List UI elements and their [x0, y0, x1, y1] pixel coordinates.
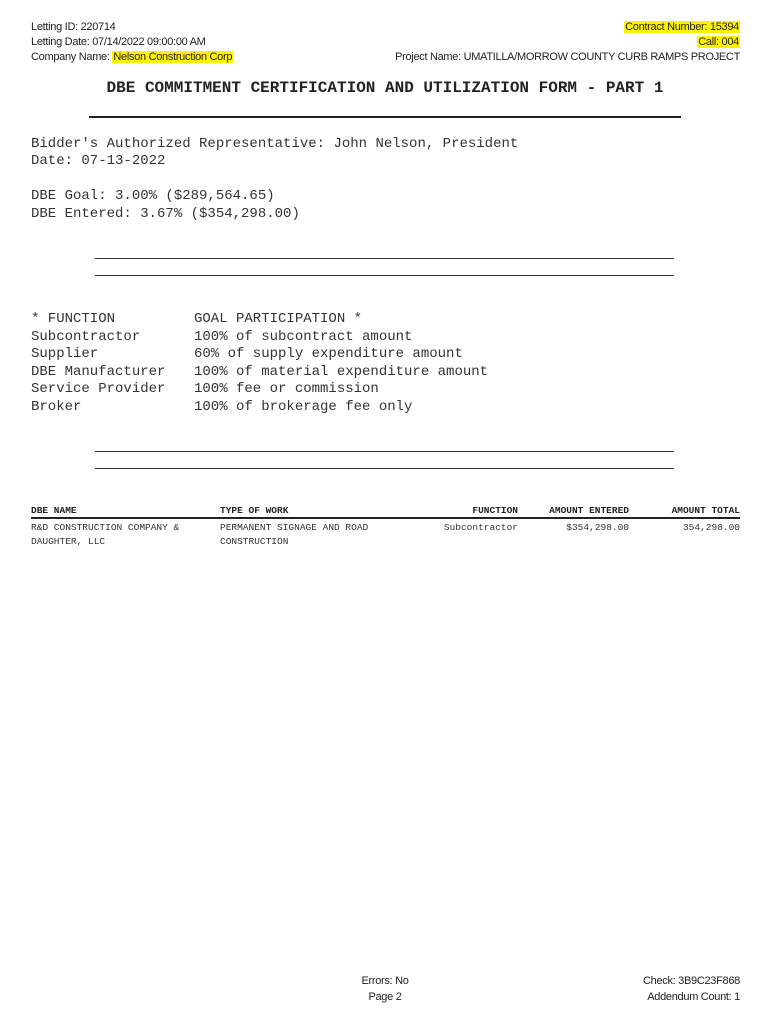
type-of-work-cell — [220, 521, 368, 549]
call-line — [697, 36, 740, 48]
goal-cell: 100% of brokerage fee only — [194, 398, 413, 415]
function-goal-row — [31, 399, 488, 417]
function-goal-row — [31, 381, 488, 399]
col-header-amount-total: AMOUNT TOTAL — [671, 505, 740, 516]
goal-header: GOAL PARTICIPATION * — [194, 311, 363, 327]
col-header-amount-entered: AMOUNT ENTERED — [549, 505, 629, 516]
function-goal-row — [31, 329, 488, 347]
contract-number-line — [624, 21, 740, 33]
type-of-work-line: CONSTRUCTION — [220, 536, 289, 547]
goal-cell: 100% of subcontract amount — [194, 328, 413, 345]
amount-entered-cell: $354,298.00 — [566, 522, 629, 533]
goal-cell: 100% fee or commission — [194, 381, 379, 397]
goal-cell: 100% of material expenditure amount — [194, 363, 489, 380]
separator-line — [95, 451, 674, 452]
function-cell: Broker — [31, 398, 82, 415]
function-header: * FUNCTION — [31, 311, 116, 327]
contract-number: Contract Number: 15394 — [625, 21, 739, 33]
separator-line — [95, 258, 674, 259]
certification-date: Date: 07-13-2022 — [31, 153, 166, 169]
check-code: Check: 3B9C23F868 — [642, 975, 740, 987]
function-goal-row — [31, 346, 488, 364]
authorized-representative: Bidder's Authorized Representative: John Nelson, President — [31, 136, 519, 152]
letting-id: Letting ID: 220714 — [31, 21, 116, 33]
errors-status: Errors: No — [361, 975, 409, 987]
col-header-dbe-name: DBE NAME — [31, 505, 77, 516]
company-name-line — [31, 51, 233, 63]
function-cell: Supplier — [31, 346, 99, 362]
function-goal-table — [31, 311, 488, 416]
dbe-name-cell — [31, 521, 179, 549]
company-name-label: Company Name: — [31, 51, 113, 63]
function-cell: Subcontractor — [31, 328, 141, 345]
letting-date: Letting Date: 07/14/2022 09:00:00 AM — [31, 36, 206, 48]
company-name-value: Nelson Construction Corp — [113, 51, 233, 63]
separator-line — [95, 468, 674, 469]
function-cell: Subcontractor — [443, 522, 518, 533]
col-header-function: FUNCTION — [472, 505, 518, 516]
table-header-rule — [31, 517, 740, 519]
form-title: DBE COMMITMENT CERTIFICATION AND UTILIZATION FORM - PART 1 — [106, 79, 664, 97]
page-number: Page 2 — [368, 991, 402, 1003]
goal-cell: 60% of supply expenditure amount — [194, 346, 463, 362]
project-name: Project Name: UMATILLA/MORROW COUNTY CURB RAMPS PROJECT — [395, 51, 740, 63]
function-cell: Service Provider — [31, 381, 166, 397]
call-number: Call: 004 — [698, 36, 739, 48]
dbe-entered: DBE Entered: 3.67% ($354,298.00) — [31, 206, 300, 222]
function-goal-header — [31, 311, 488, 329]
col-header-type-of-work: TYPE OF WORK — [220, 505, 289, 516]
type-of-work-line: PERMANENT SIGNAGE AND ROAD — [220, 522, 369, 533]
addendum-count: Addendum Count: 1 — [647, 991, 740, 1003]
function-goal-row — [31, 364, 488, 382]
amount-total-cell: 354,298.00 — [682, 522, 740, 533]
separator-line — [95, 275, 674, 276]
dbe-name-line: R&D CONSTRUCTION COMPANY & — [31, 522, 180, 533]
title-underline — [89, 116, 681, 118]
dbe-name-line: DAUGHTER, LLC — [31, 536, 106, 547]
function-cell: DBE Manufacturer — [31, 363, 166, 380]
dbe-goal: DBE Goal: 3.00% ($289,564.65) — [31, 188, 275, 204]
